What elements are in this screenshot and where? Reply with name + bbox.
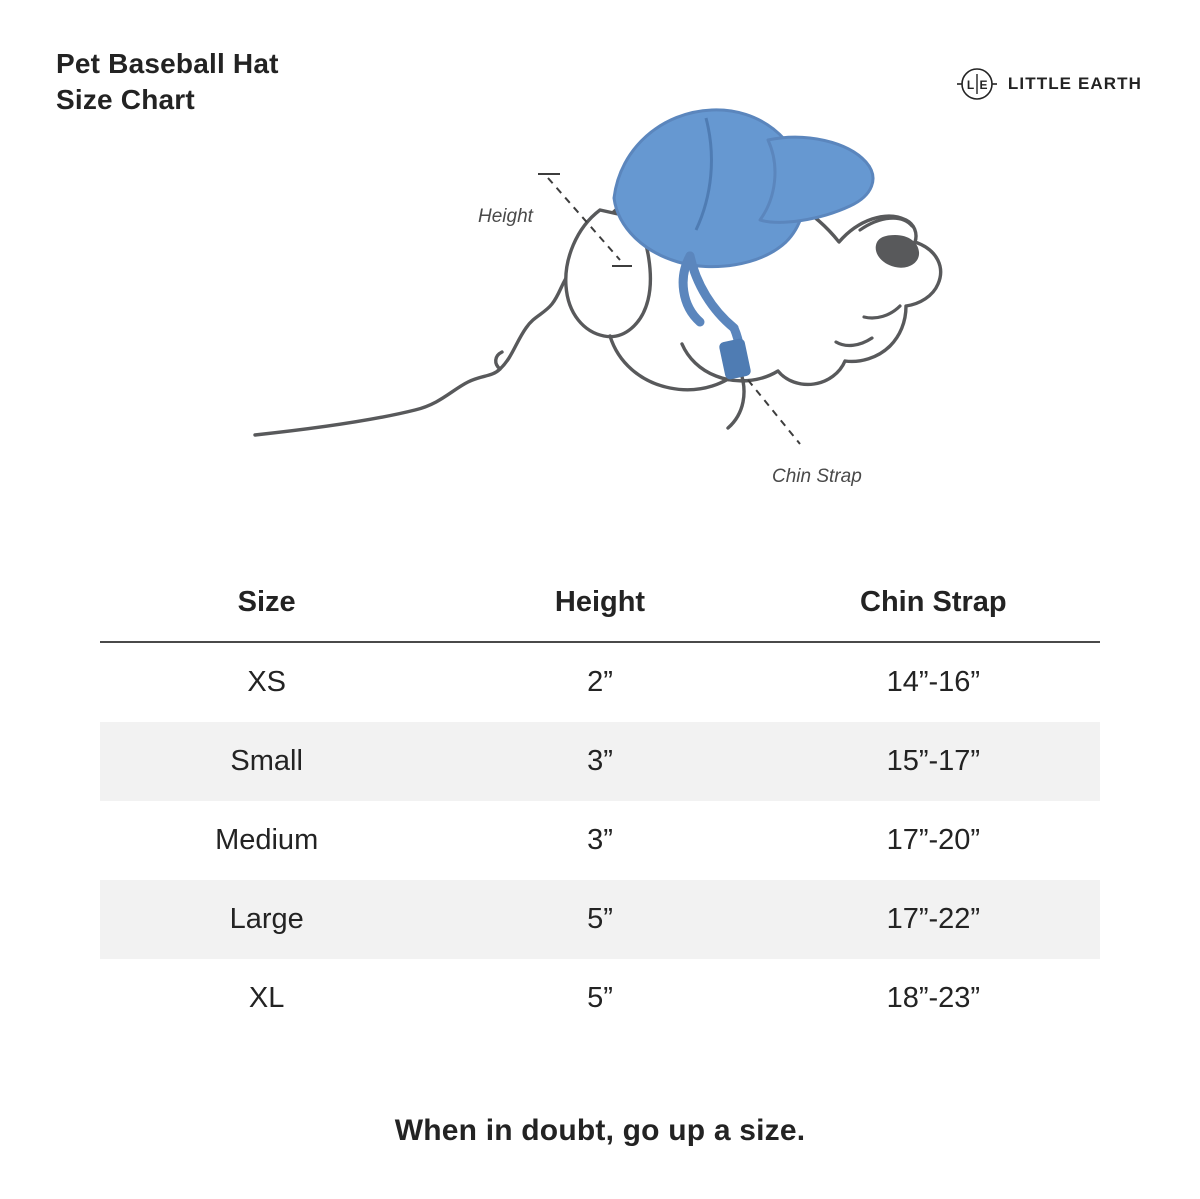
table-header [100, 570, 1100, 642]
cell-size: Medium [215, 824, 319, 856]
cell-height: 3” [587, 745, 613, 777]
cell-size: Large [229, 903, 304, 935]
svg-text:L: L [966, 78, 975, 92]
cell-chin-strap: 14”-16” [886, 666, 981, 698]
size-table [100, 570, 1100, 1038]
table-row [100, 722, 1100, 801]
column-header-size: Size [237, 586, 296, 618]
footer-note: When in doubt, go up a size. [394, 1114, 806, 1147]
cell-size: XS [247, 666, 286, 698]
page-title-line-2: Size Chart [56, 84, 195, 116]
chin-strap-pointer-line [748, 380, 800, 444]
cell-height: 2” [587, 666, 613, 698]
table-row [100, 801, 1100, 880]
brand-logo [957, 64, 1142, 104]
cell-size: XL [248, 982, 285, 1014]
cell-height: 3” [587, 824, 613, 856]
page-title-line-1: Pet Baseball Hat [56, 48, 279, 79]
height-label: Height [478, 206, 533, 227]
cell-height: 5” [587, 903, 613, 935]
svg-text:E: E [979, 78, 988, 92]
cell-chin-strap: 17”-20” [886, 824, 981, 856]
cell-chin-strap: 15”-17” [886, 745, 981, 777]
brand-name: LITTLE EARTH [1007, 74, 1142, 93]
hat-brim [760, 137, 873, 222]
cell-size: Small [230, 745, 303, 777]
cell-height: 5” [587, 982, 613, 1014]
table-row [100, 642, 1100, 722]
table-body [100, 642, 1100, 1038]
table-row [100, 880, 1100, 959]
column-header-height: Height [554, 586, 646, 618]
leash-line [255, 272, 570, 435]
cell-chin-strap: 18”-23” [886, 982, 981, 1014]
little-earth-mark-icon [957, 64, 997, 104]
cell-chin-strap: 17”-22” [886, 903, 981, 935]
dog-hat-illustration [200, 70, 960, 530]
table-header-row [100, 570, 1100, 642]
table-row [100, 959, 1100, 1038]
column-header-chin-strap: Chin Strap [860, 586, 1007, 618]
chin-strap-label: Chin Strap [772, 466, 862, 487]
